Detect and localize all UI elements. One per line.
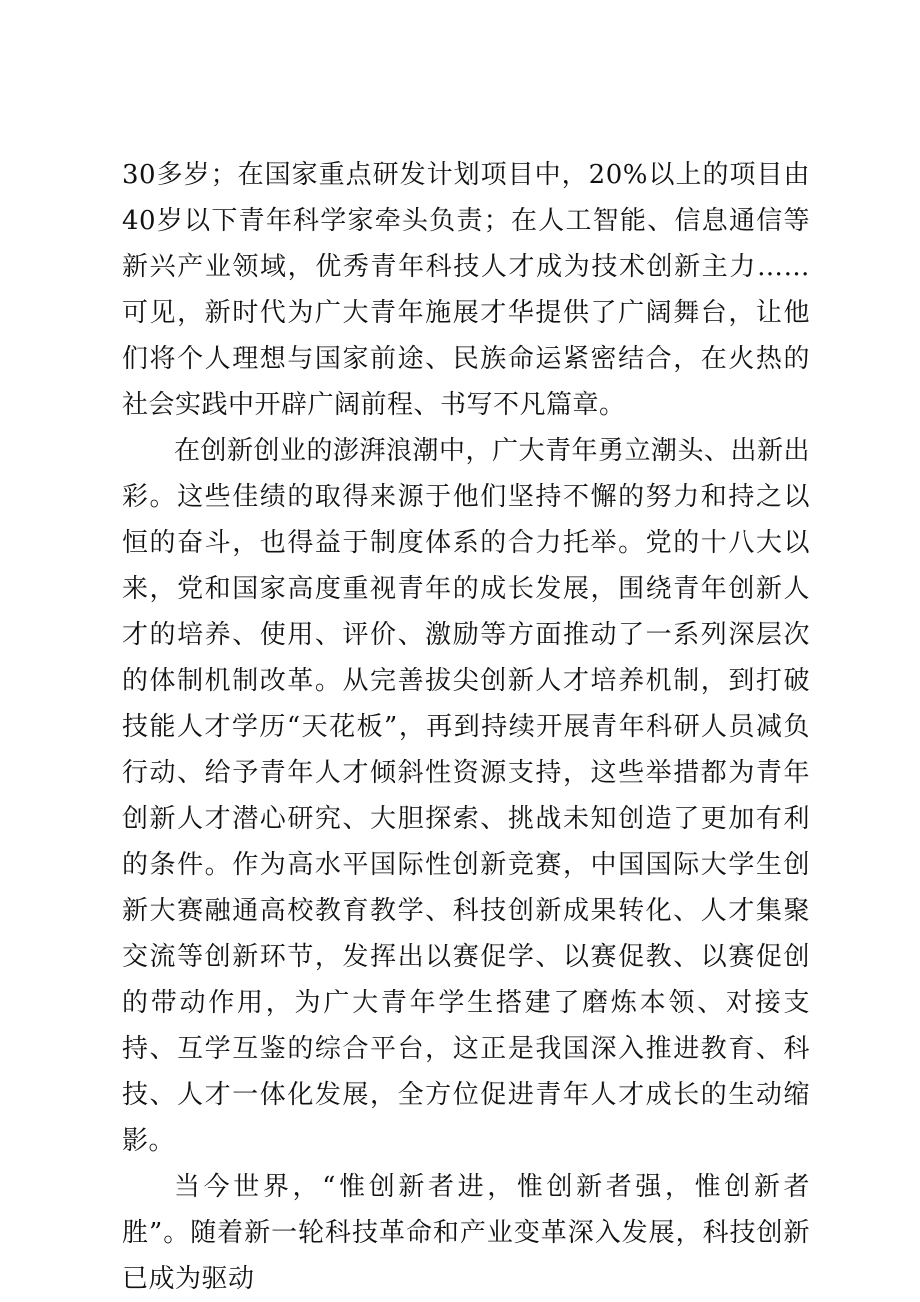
paragraph-innovation-wave: 在创新创业的澎湃浪潮中，广大青年勇立潮头、出新出彩。这些佳绩的取得来源于他们坚持不懈的努力和持之以恒的奋斗，也得益于制度体系的合力托举。党的十八大以来，党和国家高度重视青年的成长发展，围绕青年创新人才的培养、使用、评价、激励等方面推动了一系列深层次的体制机制改革。从完善拔尖创新人才培养机制，到打破技能人才学历“天花板”，再到持续开展青年科研人员减负行动、给予青年人才倾斜性资源支持，这些举措都为青年创新人才潜心研究、大胆探索、挑战未知创造了更加有利的条件。作为高水平国际性创新竞赛，中国国际大学生创新大赛融通高校教育教学、科技创新成果转化、人才集聚交流等创新环节，发挥出以赛促学、以赛促教、以赛促创的带动作用，为广大青年学生搭建了磨炼本领、对接支持、互学互鉴的综合平台，这正是我国深入推进教育、科技、人才一体化发展，全方位促进青年人才成长的生动缩影。 <box>122 436 811 1156</box>
paragraph-continuation: 30多岁；在国家重点研发计划项目中，20%以上的项目由40岁以下青年科学家牵头负责；在人工智能、信息通信等新兴产业领域，优秀青年科技人才成为技术创新主力……可见，新时代为广大青年施展才华提供了广阔舞台，让他们将个人理想与国家前途、民族命运紧密结合，在火热的社会实践中开辟广阔前程、书写不凡篇章。 <box>122 160 810 420</box>
document-body <box>122 152 810 1302</box>
paragraph-world-today: 当今世界，“惟创新者进，惟创新者强，惟创新者胜”。随着新一轮科技革命和产业变革深入发展，科技创新已成为驱动 <box>122 1172 810 1294</box>
